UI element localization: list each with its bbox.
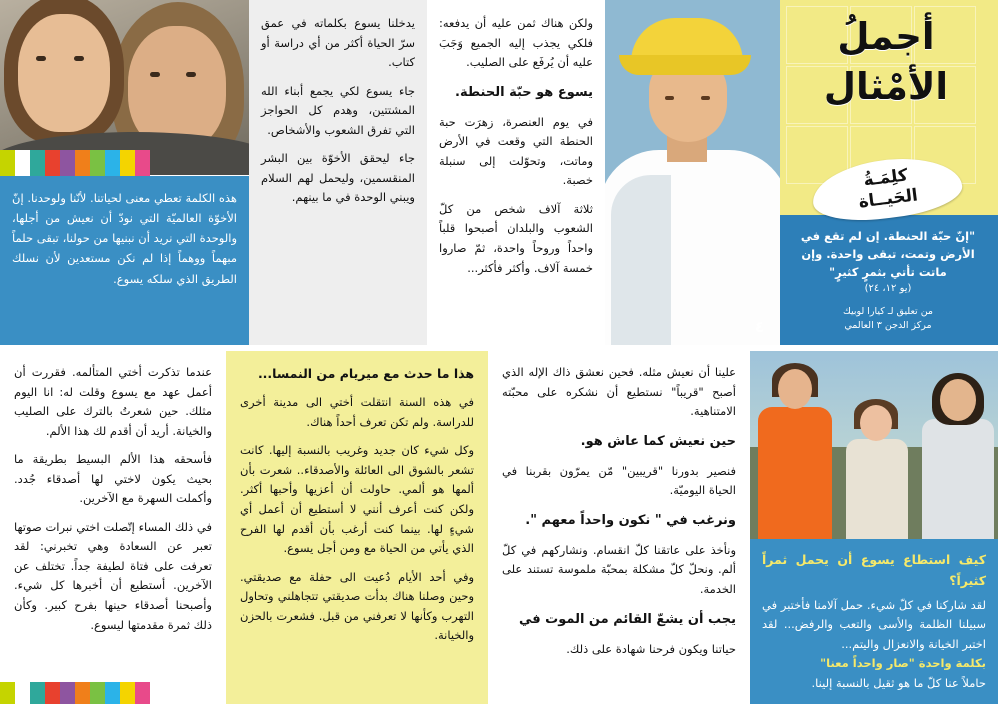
badge-line1: كلِمَـةُ bbox=[862, 165, 909, 191]
top-b-para1: يدخلنا يسوع بكلماته في عمق سرّ الحياة أكثر من أي دراسة أو كتاب. bbox=[261, 16, 415, 70]
blue-quote-box: هذه الكلمة تعطي معنى لحياتنا. لأنّنا ولوحدنا. إنّ الأخوّة العالميّة التي نودّ أن نعيش من أجلها، والوحدة التي نريد أن نبنيها من حولنا، تبقى حلماً مبهماً ووهماً إذا لم نكن مستعدين لأن نسلك الطريق الذي سلكه يسوع. bbox=[0, 176, 249, 345]
title-panel bbox=[780, 0, 998, 345]
top-text-column-b bbox=[249, 0, 427, 345]
bottom-b-heading: هذا ما حدث مع ميريام من النمسا... bbox=[257, 366, 474, 381]
bottom-c-para3: في ذلك المساء إتّصلت اختي نبرات صوتها تعبر عن السعادة وهي تخبرني: لقد تعرفت على فتاة لطيفة جداً. تختلف عن الآخرين. أستطيع أن أخبرها كل شيء. وأصبحنا أصدقاء حينها بفرح كبير. وكأن ذلك ثمرة مقدمتها ليسوع. bbox=[14, 519, 212, 632]
top-a-para1: ولكن هناك ثمن عليه أن يدفعه: فلكي يجذب إليه الجميع وَجَبَ عليه أن يُرفَع على الصليب. bbox=[439, 16, 593, 70]
bottom-b-para3: وفي أحد الأيام دُعيت الى حفلة مع صديقتي. وحين وصلنا هناك بدأت صديقتي تتجاهلني وتحاول التهرب وكأنها لا تعرفني من قبل. فشعرت بالحزن والخيانة. bbox=[240, 569, 474, 643]
verse-source bbox=[788, 305, 988, 333]
bottom-a-heading1: حين نعيش كما عاش هو. bbox=[580, 433, 736, 449]
bottom-c-para2: فأسحقه هذا الألم البسيط بطريقة ما بحيث يكون لاختي لها أصدقاء جُدد. وأكملت السهرة مع الآخرين. bbox=[14, 452, 212, 506]
bottom-text-column-b bbox=[226, 351, 488, 704]
page-title-line2: الأمْثال bbox=[823, 64, 949, 108]
girl-right-eye-right bbox=[186, 72, 196, 77]
bottom-b-para1: في هذه السنة انتقلت أختي الى مدينة أخرى للدراسة. ولم تكن تعرف أحداً هناك. bbox=[240, 395, 474, 429]
bottom-a-heading3: يجب أن يشعّ القائم من الموت في bbox=[518, 611, 736, 627]
bottom-text-column-c bbox=[0, 351, 226, 704]
boy-cap-brim bbox=[619, 55, 751, 75]
color-dots-strip-top bbox=[0, 150, 150, 176]
bottom-b-para2: وكل شيء كان جديد وغريب بالنسبة إليها. كانت تشعر بالشوق الى العائلة والأصدقاء.. شعرت بأن ألمها هو ألمي. حاولت أن أعزيها وأحبها أكثر. ولكن كنت أعرف أنني لا أستطيع أن أعمل أي شيءٍ لها. بينما كنت أرغب بأن أقدم لها الفرح الذي يأتي من الحياة مع ومن أجل يسوع. bbox=[240, 443, 474, 556]
top-a-para2: في يوم العنصرة، زهرَت حبة الحنطة التي وقعت في الأرض وماتت، وتحوّلت إلى سنبلة خصبة. bbox=[439, 114, 593, 188]
top-a-heading: يسوع هو حبّة الحنطة. bbox=[455, 84, 593, 100]
top-b-para3: جاء ليحقق الأخوّة بين البشر المنقسمين، وليحمل لهم السلام ويبني الوحدة في ما بينهم. bbox=[261, 151, 415, 205]
caption-bold-line: بكلمة واحدة "صار واحداً معنا" bbox=[820, 656, 986, 671]
boy-eye-left bbox=[665, 96, 674, 100]
boy-eye-right bbox=[701, 96, 710, 100]
photo-boy-with-cap bbox=[605, 0, 780, 345]
collage-caption-box bbox=[750, 539, 998, 704]
girl-left-eye-left bbox=[36, 56, 46, 61]
bottom-a-para4: حياتنا ويكون فرحنا شهادة على ذلك. bbox=[566, 641, 736, 656]
collage-girl bbox=[842, 405, 912, 539]
page-title bbox=[788, 12, 984, 112]
girl-left-face bbox=[18, 14, 110, 132]
verse-text: "إنّ حبّة الحنطة. إن لم تقع في الأرض وتمت، تبقى واحدة. وإن ماتت تأتي بثمرٍ كثيرٍ" bbox=[800, 229, 976, 279]
badge-line2: الحَيــاة bbox=[857, 185, 919, 213]
bottom-spread bbox=[0, 351, 998, 704]
bottom-c-para1: عندما تذكرت أختي المتألمه. فقررت أن أعمل عهد مع يسوع وقلت له: انا اليوم مثلك. حين شعرتُ بالترك على الصليب والخيانة. أريد أن أقدم لك هذا الألم. bbox=[14, 365, 212, 438]
top-b-para2: جاء يسوع لكي يجمع أبناء الله المشتتين، وهدم كل الحواجز التي تفرق الشعوب والأشخاص. bbox=[261, 83, 415, 137]
caption-question: كيف استطاع يسوع أن يحمل ثمراً كثيراً؟ bbox=[762, 552, 986, 589]
photo-two-girls bbox=[0, 0, 249, 175]
bottom-a-heading2: ونرغب في " نكون واحداً معهم ". bbox=[525, 512, 736, 528]
bottom-text-column-a bbox=[488, 351, 750, 704]
verse-source-line2: مركز الدجن ٣ العالمي bbox=[844, 319, 932, 331]
boy-shirt-shadow bbox=[611, 175, 671, 345]
girl-left-eye-right bbox=[74, 56, 84, 61]
top-spread bbox=[0, 0, 998, 345]
girl-right-eye-left bbox=[150, 72, 160, 77]
photo-collage-people bbox=[750, 351, 998, 539]
caption-tail: حاملاً عنا كلّ ما هو ثقيل بالنسبة إلينا. bbox=[811, 675, 986, 690]
color-dots-strip-bottom bbox=[0, 682, 150, 704]
bottom-a-para1: علينا أن نعيش مثله. فحين نعشق ذاك الإله الذي أصبح "قريباً" نستطيع أن نشكره على محبّته الامتناهية. bbox=[502, 365, 736, 419]
page-title-line1: أجملُ bbox=[837, 15, 935, 58]
top-text-column-a bbox=[427, 0, 605, 345]
bottom-a-para3: ونأخذ على عاتقنا كلّ انقسام. ونشاركهم في كلّ ألم. ونحلّ كلّ مشكلة بمحبّة ملموسة تستند على الخدمة. bbox=[502, 542, 736, 597]
bottom-a-para2: فنصير بدورنا "قريبين" مّن يمرّون بقربنا في الحياة اليوميّة. bbox=[502, 463, 736, 498]
verse-reference: (يو ١٢، ٢٤) bbox=[864, 283, 912, 295]
verse-source-line1: من تعليق لـ كيارا لوبيك bbox=[842, 306, 934, 317]
caption-body: لقد شاركنا في كلّ شيء. حمل آلامنا فأختبر في سبيلنا الظلمة والأسى والتعب والرفض... لقد اختبر الخيانة والانعزال واليتم... bbox=[762, 597, 986, 651]
scripture-verse bbox=[788, 228, 988, 297]
page-number: ٤ bbox=[754, 318, 764, 336]
collage-woman bbox=[756, 369, 834, 539]
collage-teen bbox=[920, 373, 996, 539]
top-a-para3: ثلاثة آلاف شخص من كلّ الشعوب والبلدان أصبحوا قلباً واحداً وروحاً واحدة، ثمّ صاروا خمسة آلاف. وأكثر فأكثر... bbox=[439, 201, 593, 275]
